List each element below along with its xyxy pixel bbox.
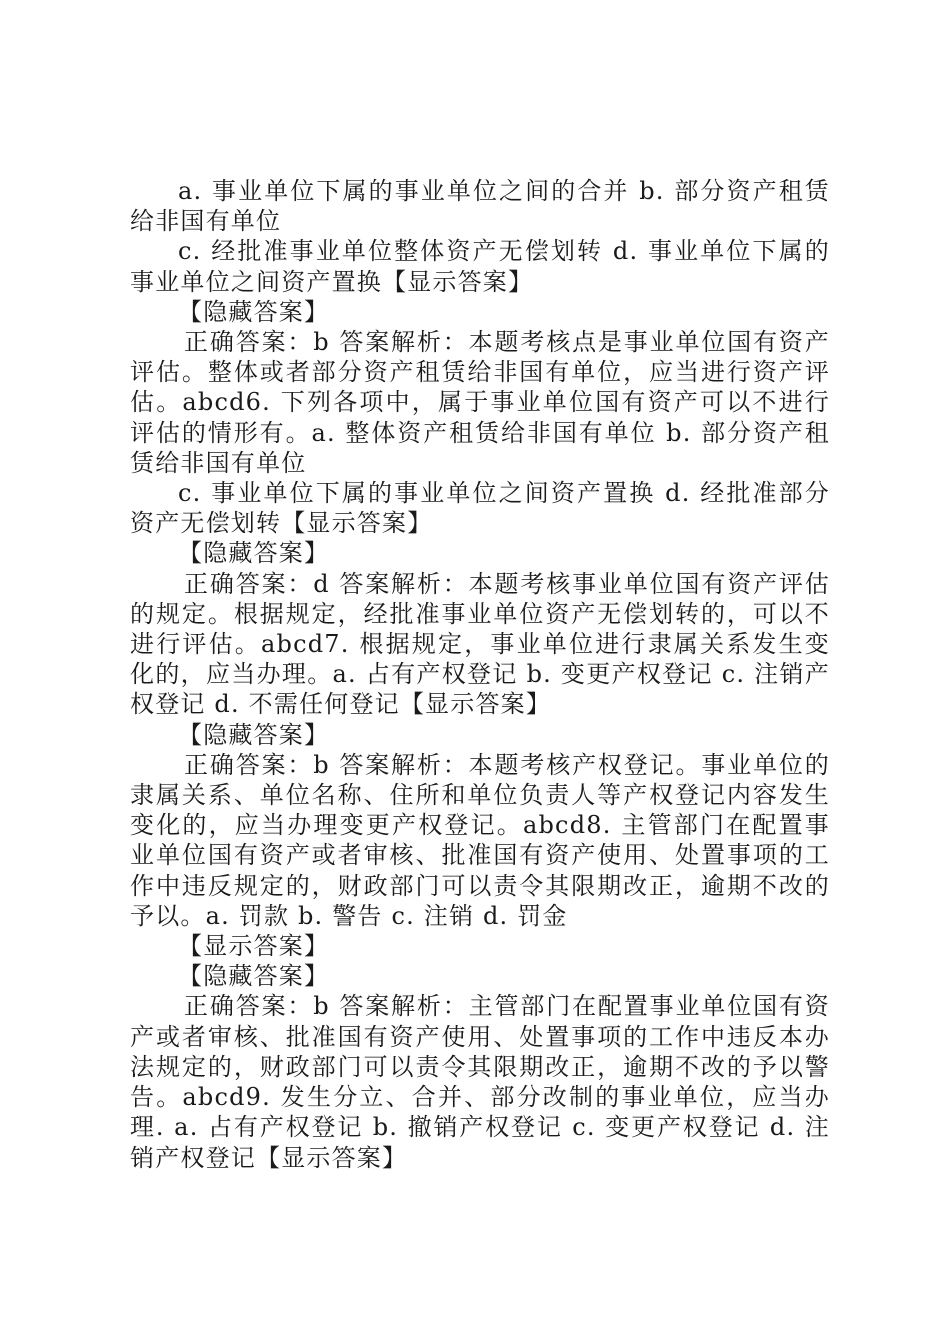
options-paragraph: c. 经批准事业单位整体资产无偿划转 d. 事业单位下属的事业单位之间资产置换【显示答案】 (130, 237, 830, 296)
answer-paragraph: 正确答案：b 答案解析：本题考核产权登记。事业单位的隶属关系、单位名称、住所和单位负责人等产权登记内容发生变化的，应当办理变更产权登记。abcd8. 主管部门在配置事业单位国有资产或者审核、批准国有资产使用、处置事项的工作中违反规定的，财政部门可以责令其限期改正，逾期不改的予以。a. 罚款 b. 警告 c. 注销 d. 罚金 (130, 750, 830, 930)
options-paragraph: c. 事业单位下属的事业单位之间资产置换 d. 经批准部分资产无偿划转【显示答案】 (130, 479, 830, 538)
hide-answer-label: 【隐藏答案】 (178, 539, 330, 568)
hide-answer-label: 【隐藏答案】 (178, 297, 330, 326)
answer-paragraph: 正确答案：d 答案解析：本题考核事业单位国有资产评估的规定。根据规定，经批准事业单位资产无偿划转的，可以不进行评估。abcd7. 根据规定，事业单位进行隶属关系发生变化的，应当办理。a. 占有产权登记 b. 变更产权登记 c. 注销产权登记 d. 不需任何登记【显示答案】 (130, 569, 830, 719)
hide-answer-label: 【隐藏答案】 (178, 720, 330, 749)
answer-paragraph: 正确答案：b 答案解析：本题考核点是事业单位国有资产评估。整体或者部分资产租赁给非国有单位，应当进行资产评估。abcd6. 下列各项中，属于事业单位国有资产可以不进行评估的情形有。a. 整体资产租赁给非国有单位 b. 部分资产租赁给非国有单位 (130, 328, 830, 477)
hide-answer-label: 【隐藏答案】 (178, 962, 330, 991)
document-body (130, 176, 830, 1173)
answer-paragraph: 正确答案：b 答案解析：主管部门在配置事业单位国有资产或者审核、批准国有资产使用、处置事项的工作中违反本办法规定的，财政部门可以责令其限期改正，逾期不改的予以警告。abcd9. 发生分立、合并、部分改制的事业单位，应当办理. a. 占有产权登记 b. 撤销产权登记 c. 变更产权登记 d. 注销产权登记【显示答案】 (130, 992, 830, 1172)
show-answer-label: 【显示答案】 (178, 932, 330, 961)
options-paragraph: a. 事业单位下属的事业单位之间的合并 b. 部分资产租赁给非国有单位 (130, 177, 830, 236)
